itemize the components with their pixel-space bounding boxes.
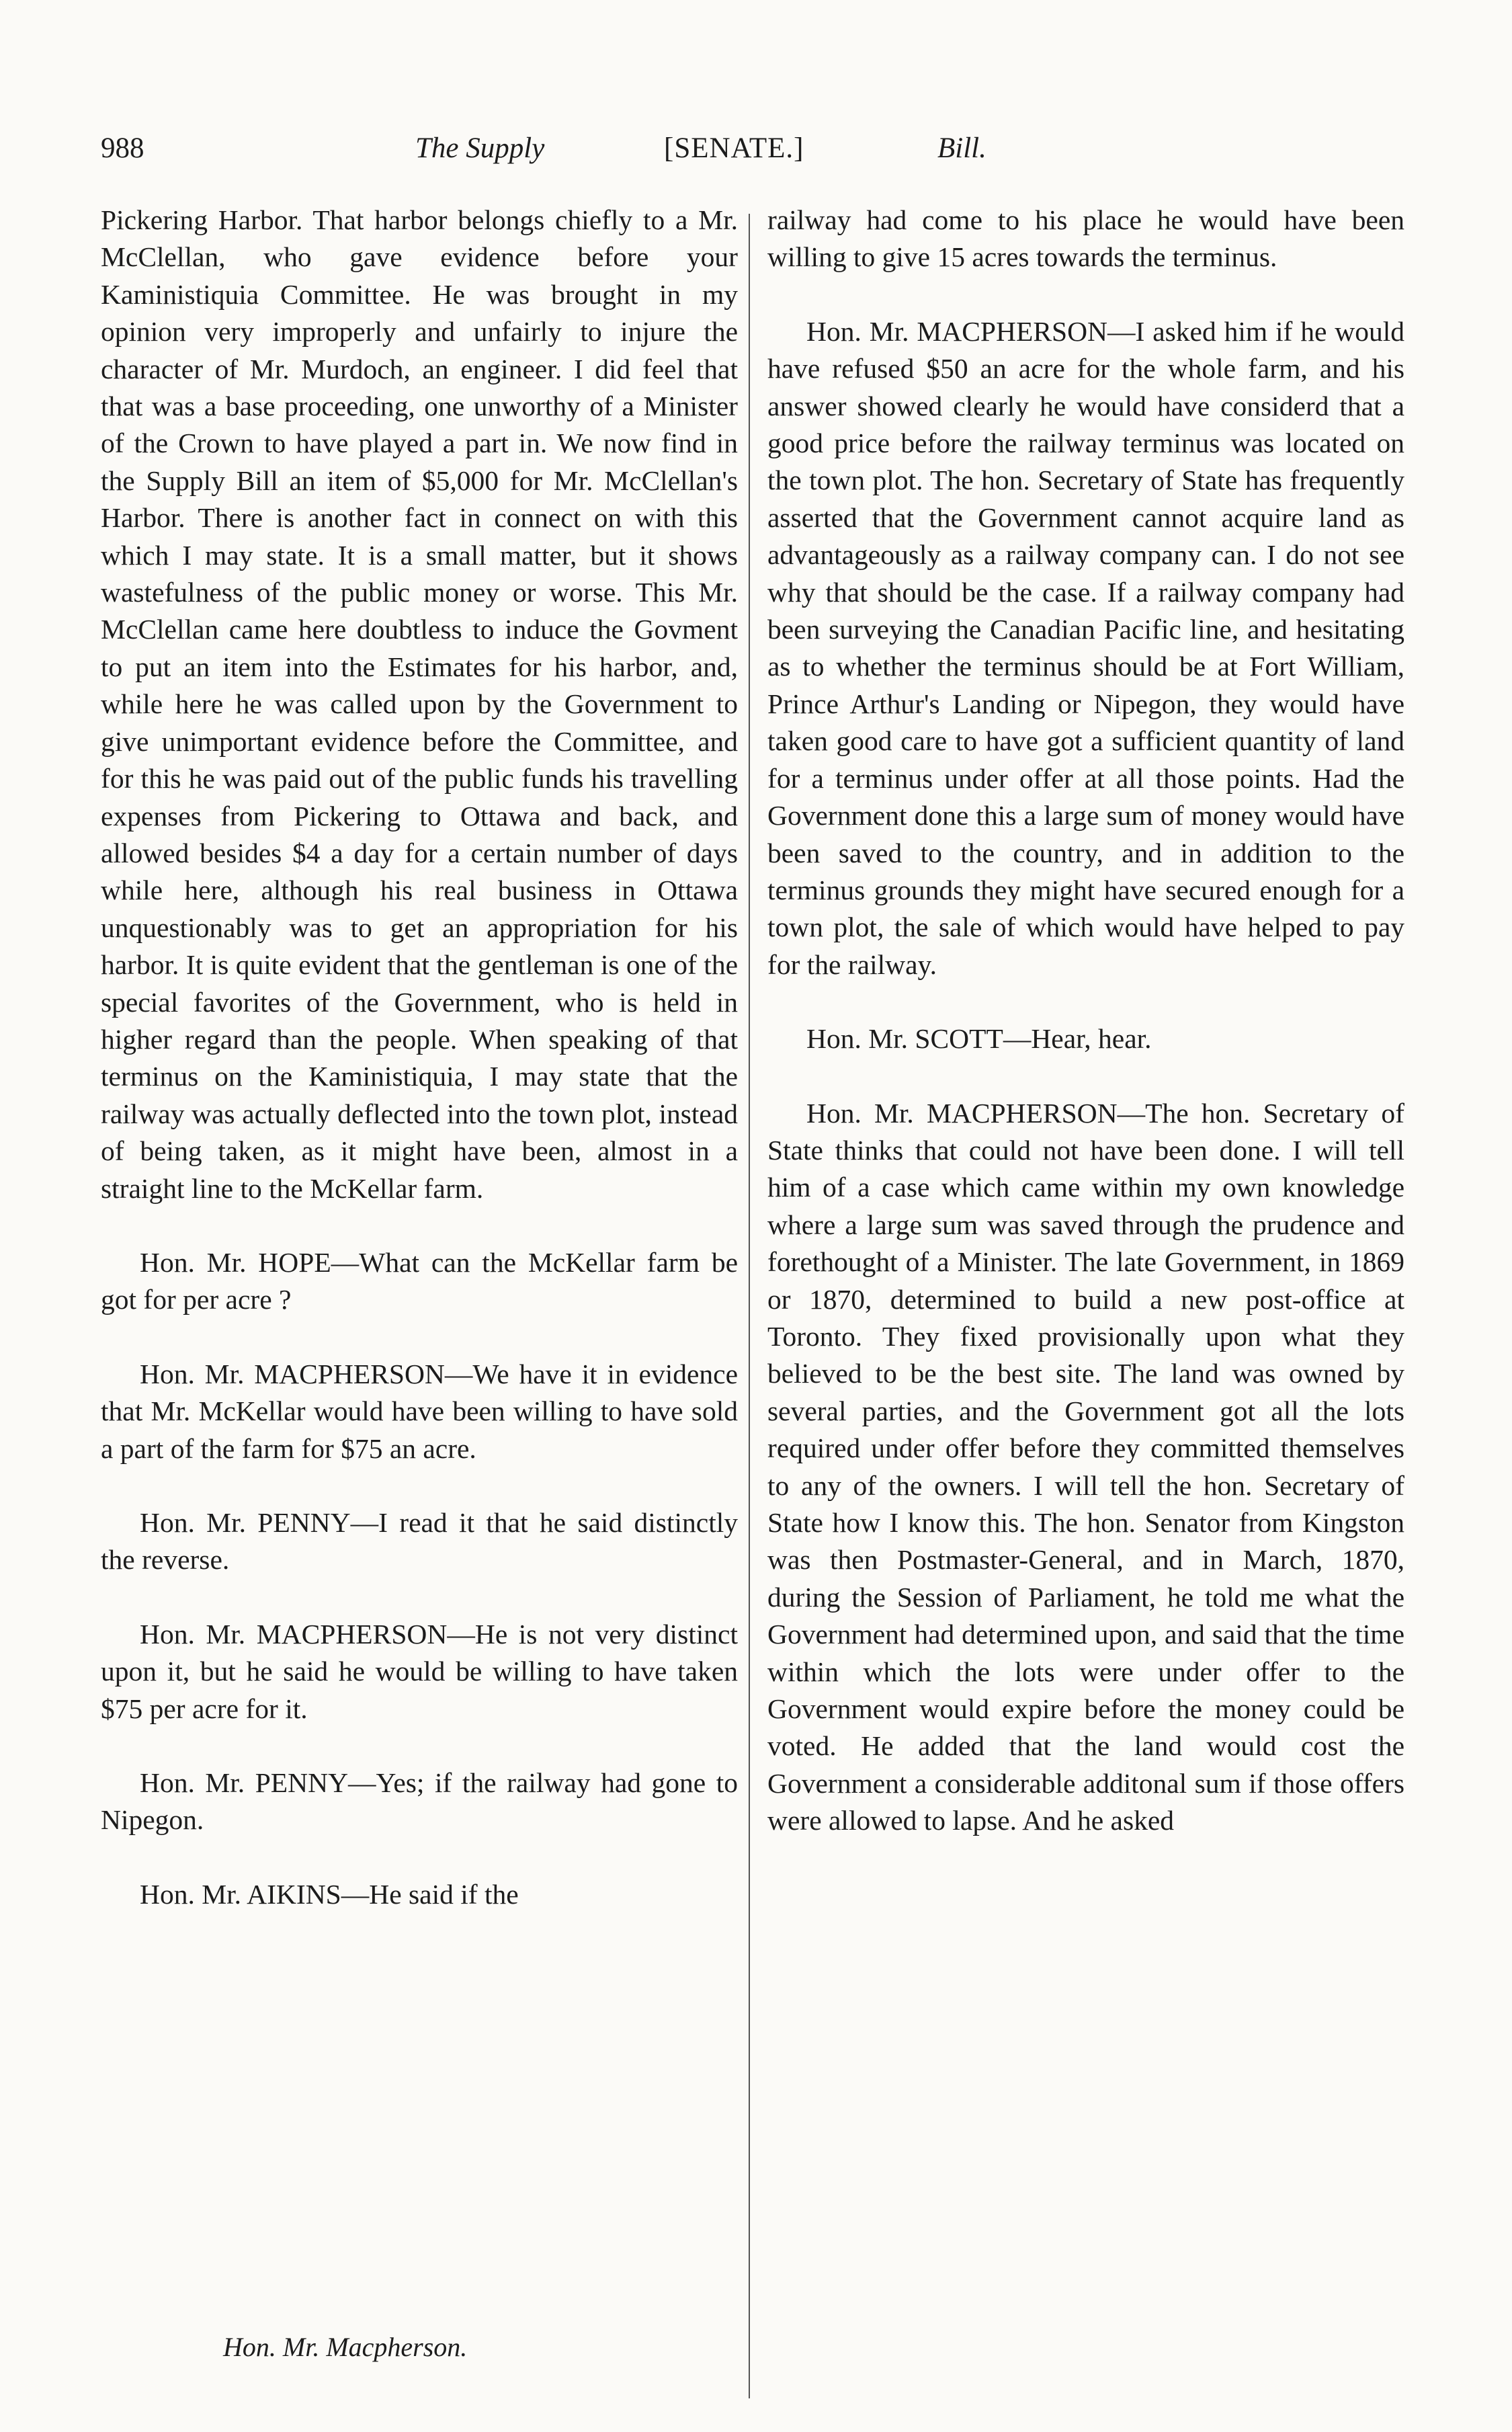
left-paragraph-2: Hon. Mr. HOPE—What can the McKellar farm be got for per acre ?	[101, 1246, 738, 1315]
running-header	[101, 132, 1371, 179]
chamber-label: [SENATE.]	[664, 132, 804, 164]
left-paragraph-4: Hon. Mr. PENNY—I read it that he said distinctly the reverse.	[101, 1507, 738, 1576]
right-paragraph-4: Hon. Mr. MACPHERSON—The hon. Secretary of State thinks that could not have been done. I will tell him of a case which came within my own knowledge where a large sum was saved through the prudence and forethought of a Minister. The late Government, in 1869 or 1870, determined to build a new post-office at Toronto. They fixed provisionally upon what they believed to be the best site. The land was owned by several parties, and the Government got all the lots required under offer before they committed themselves to any of the owners. I will tell the hon. Secretary of State how I know this. The hon. Senator from Kingston was then Postmaster-General, and in March, 1870, during the Session of Parliament, he told me what the Government had determined upon, and said that the time within which the lots were under offer to the Government would expire before the money could be voted. He added that the land would cost the Government a considerable additonal sum if those offers were allowed to lapse. And he asked	[767, 1097, 1404, 1836]
left-paragraph-6: Hon. Mr. PENNY—Yes; if the railway had gone to Nipegon.	[101, 1767, 738, 1836]
left-column	[101, 202, 738, 1913]
right-paragraph-1: railway had come to his place he would have been willing to give 15 acres towards the terminus.	[767, 204, 1404, 273]
right-column	[767, 202, 1404, 1840]
left-paragraph-5: Hon. Mr. MACPHERSON—He is not very distinct upon it, but he said he would be willing to have taken $75 per acre for it.	[101, 1618, 738, 1724]
left-paragraph-7: Hon. Mr. AIKINS—He said if the	[140, 1878, 519, 1910]
right-paragraph-2: Hon. Mr. MACPHERSON—I asked him if he would have refused $50 an acre for the whole farm, and his answer showed clearly he would have considerd that a good price before the railway terminus was located on the town plot. The hon. Secretary of State has frequently asserted that the Government cannot acquire land as advantageously as a railway company can. I do not see why that should be the case. If a railway company had been surveying the Canadian Pacific line, and hesitating as to whether the terminus should be at Fort William, Prince Arthur's Landing or Nipegon, they would have taken good care to have got a sufficient quantity of land for a terminus under offer at all those points. Had the Government done this a large sum of money would have been saved to the country, and in addition to the terminus grounds they might have secured enough for a town plot, the sale of which would have helped to pay for the railway.	[767, 315, 1404, 980]
column-divider	[749, 214, 750, 2398]
running-title: The Supply	[415, 132, 545, 164]
left-paragraph-3: Hon. Mr. MACPHERSON—We have it in evidence that Mr. McKellar would have been willing to have sold a part of the farm for $75 an acre.	[101, 1358, 738, 1464]
left-paragraph-1: Pickering Harbor. That harbor belongs chiefly to a Mr. McClellan, who gave evidence before your Kaministiquia Committee. He was brought in my opinion very improperly and unfairly to injure the character of Mr. Murdoch, an engineer. I did feel that that was a base proceeding, one unworthy of a Minister of the Crown to have played a part in. We now find in the Supply Bill an item of $5,000 for Mr. McClellan's Harbor. There is another fact in connect on with this which I may state. It is a small matter, but it shows wastefulness of the public money or worse. This Mr. McClellan came here doubtless to induce the Govment to put an item into the Estimates for his harbor, and, while here he was called upon by the Government to give unimportant evidence before the Committee, and for this he was paid out of the public funds his travelling expenses from Pickering to Ottawa and back, and allowed besides $4 a day for a certain number of days while here, although his real business in Ottawa unquestionably was to get an appropriation for his harbor. It is quite evident that the gentleman is one of the special favorites of the Government, who is held in higher regard than the people. When speaking of that terminus on the Kaministiquia, I may state that the railway was actually deflected into the town plot, instead of being taken, as it might have been, almost in a straight line to the McKellar farm.	[101, 204, 738, 1204]
section-label: Bill.	[937, 132, 986, 164]
catchword-footer: Hon. Mr. Macpherson.	[223, 2332, 468, 2362]
right-paragraph-3: Hon. Mr. SCOTT—Hear, hear.	[806, 1023, 1152, 1055]
page-number: 988	[101, 132, 144, 164]
